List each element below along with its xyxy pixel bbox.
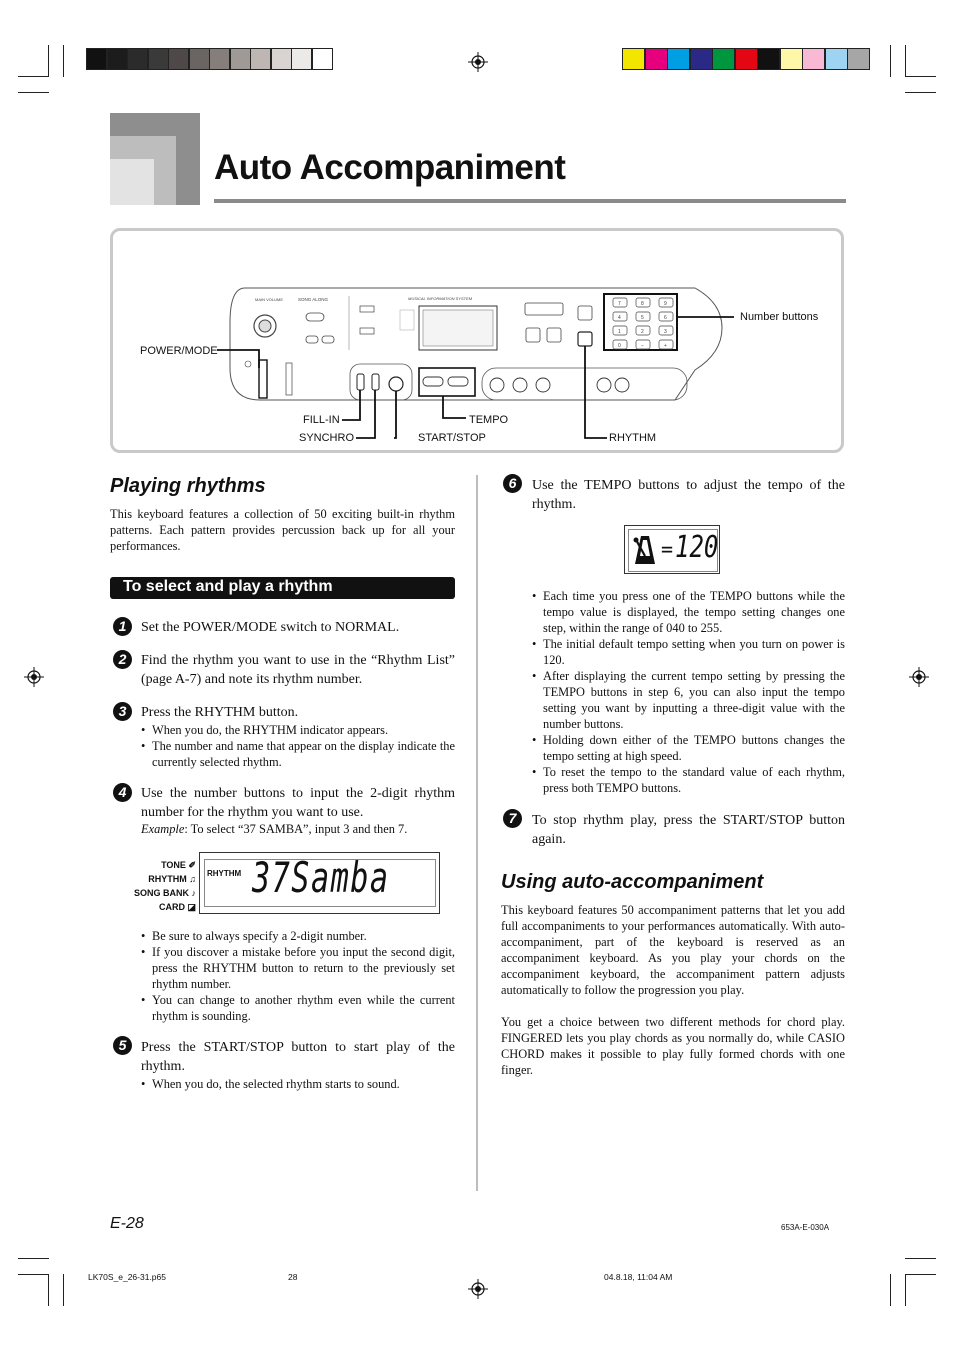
list-item: • The number and name that appear on the display indicate the currently selected rhythm. [141, 738, 455, 770]
auto-paragraph-2: You get a choice between two different methods for chord play. FINGERED lets you play chords as you normally do, while CASIO CHORD makes it possible to play fully formed chords with one finger. [501, 1015, 845, 1077]
gray-swatch [148, 48, 169, 70]
svg-text:7: 7 [618, 301, 621, 307]
color-swatch [847, 48, 870, 70]
svg-text:+: + [664, 343, 667, 349]
registration-mark-right [909, 667, 929, 687]
svg-text:3: 3 [664, 329, 667, 335]
step-2-badge: 2 [113, 650, 132, 669]
playing-intro: This keyboard features a collection of 50 exciting built-in rhythm patterns. Each pattern provides percussion back up for all your performances. [110, 507, 455, 553]
tempo-value: 120 [675, 530, 719, 565]
callout-rhythm: RHYTHM [609, 432, 657, 444]
list-item: • To reset the tempo to the standard value of each rhythm, press both TEMPO buttons. [532, 764, 845, 796]
step-1-text: Set the POWER/MODE switch to NORMAL. [141, 620, 400, 635]
doc-code: 653A-E-030A [781, 1223, 830, 1232]
indicator-song-bank: SONG BANK [133, 888, 189, 898]
tone-icon: ✐ [188, 860, 196, 870]
color-swatch [735, 48, 758, 70]
footer-page: 28 [288, 1272, 298, 1282]
auto-paragraph-1: This keyboard features 50 accompaniment patterns that let you add full accompaniments to your performances automatically. With auto-accompaniment, part of the keyboard is reserved as an accompaniment keyboard. As you play your chords on the accompaniment keyboard, the accompaniment pattern adjusts automatically to follow the progression you play. [501, 903, 845, 997]
svg-text:MUSICAL INFORMATION SYSTEM: MUSICAL INFORMATION SYSTEM [408, 296, 473, 301]
color-swatch [690, 48, 713, 70]
gray-swatch [271, 48, 292, 70]
list-item: • Holding down either of the TEMPO buttons changes the tempo setting at high speed. [532, 732, 845, 764]
tempo-notes [532, 588, 845, 796]
step-1-badge: 1 [113, 617, 132, 636]
example-text: : To select “37 SAMBA”, input 3 and then 7. [184, 822, 408, 836]
list-item: • When you do, the RHYTHM indicator appears. [141, 722, 455, 738]
indicator-tone: TONE [161, 860, 186, 870]
list-item: • Each time you press one of the TEMPO buttons while the tempo value is displayed, the tempo setting changes one step, within the range of 040 to 255. [532, 588, 845, 636]
step-6-text: Use the TEMPO buttons to adjust the tempo of the rhythm. [532, 478, 845, 512]
heading-playing-rhythms: Playing rhythms [110, 475, 266, 497]
color-swatch [780, 48, 803, 70]
card-icon: ◪ [187, 902, 196, 912]
color-swatch [645, 48, 668, 70]
list-item: • After displaying the current tempo setting by pressing the TEMPO buttons in step 6, you can also input the tempo setting you want by inputting a three-digit value with the number buttons. [532, 668, 845, 732]
gray-swatch [86, 48, 107, 70]
tempo-lcd [624, 525, 720, 574]
step-5-text: Press the START/STOP button to start play of the rhythm. [141, 1040, 455, 1074]
svg-text:4: 4 [618, 315, 621, 321]
indicator-card: CARD [158, 902, 185, 912]
list-item: • The initial default tempo setting when you turn on power is 120. [532, 636, 845, 668]
gray-swatch [107, 48, 128, 70]
gray-swatch [291, 48, 312, 70]
list-item: • You can change to another rhythm even while the current rhythm is sounding. [141, 992, 455, 1024]
rhythm-display-indicators [112, 858, 196, 914]
gray-swatch [189, 48, 210, 70]
svg-text:5: 5 [641, 315, 644, 321]
color-swatch [622, 48, 645, 70]
step-7-text: To stop rhythm play, press the START/STOP button again. [532, 813, 845, 847]
registration-mark-left [24, 667, 44, 687]
color-swatch [757, 48, 780, 70]
callout-tempo: TEMPO [469, 414, 509, 426]
title-rule [214, 199, 846, 203]
svg-text:8: 8 [641, 301, 644, 307]
callout-number-buttons: Number buttons [740, 311, 819, 323]
indicator-rhythm: RHYTHM [148, 874, 187, 884]
metronome-icon [631, 532, 659, 566]
step-3-text: Press the RHYTHM button. [141, 705, 299, 720]
color-swatch [667, 48, 690, 70]
gray-swatch [312, 48, 333, 70]
heading-auto-accompaniment: Using auto-accompaniment [501, 871, 764, 893]
step-6-badge: 6 [503, 474, 522, 493]
page-number: E-28 [110, 1215, 144, 1232]
callout-synchro: SYNCHRO [299, 432, 355, 444]
subheading-select-rhythm: To select and play a rhythm [123, 578, 333, 595]
step-5-badge: 5 [113, 1036, 132, 1055]
registration-mark-bottom [468, 1279, 488, 1299]
callout-power-mode: POWER/MODE [140, 345, 218, 357]
svg-text:9: 9 [664, 301, 667, 307]
step-7-badge: 7 [503, 809, 522, 828]
subheading-bar [110, 577, 455, 599]
list-item: • If you discover a mistake before you input the second digit, press the RHYTHM button to return to the previously set rhythm number. [141, 944, 455, 992]
color-swatch [825, 48, 848, 70]
song-bank-icon: ♪ [191, 888, 196, 898]
rhythm-lcd [199, 852, 440, 914]
svg-text:SONG ALONG: SONG ALONG [298, 297, 329, 302]
list-item: • Be sure to always specify a 2-digit number. [141, 928, 455, 944]
display-notes [141, 928, 455, 1024]
step-4-example [141, 822, 407, 837]
step-3-bullets [141, 722, 455, 770]
page-title: Auto Accompaniment [214, 148, 566, 187]
step-3-badge: 3 [113, 702, 132, 721]
drum-icon: ♫ [189, 874, 196, 884]
tempo-equals: = [661, 537, 674, 561]
registration-mark-top [468, 52, 488, 72]
gray-swatch [230, 48, 251, 70]
gray-swatch [168, 48, 189, 70]
svg-text:2: 2 [641, 329, 644, 335]
gray-swatch [250, 48, 271, 70]
color-swatch [802, 48, 825, 70]
color-swatch [712, 48, 735, 70]
lcd-mode-label: RHYTHM [207, 869, 242, 878]
example-label: Example [141, 822, 185, 836]
svg-text:−: − [641, 343, 644, 349]
svg-text:MAIN VOLUME: MAIN VOLUME [255, 297, 284, 302]
svg-text:0: 0 [618, 343, 621, 349]
gray-swatch [209, 48, 230, 70]
gray-swatch [127, 48, 148, 70]
svg-text:6: 6 [664, 315, 667, 321]
step-5-bullets [141, 1076, 455, 1092]
lcd-rhythm-value: 37Samba [252, 853, 390, 902]
svg-text:1: 1 [618, 329, 621, 335]
column-divider [476, 475, 478, 1191]
step-2-text: Find the rhythm you want to use in the “Rhythm List” (page A-7) and note its rhythm number. [141, 653, 455, 687]
step-4-badge: 4 [113, 783, 132, 802]
footer-filename: LK70S_e_26-31.p65 [88, 1272, 166, 1282]
step-4-text: Use the number buttons to input the 2-digit rhythm number for the rhythm you want to use. [141, 786, 455, 820]
callout-start-stop: START/STOP [418, 432, 486, 444]
footer-date: 04.8.18, 11:04 AM [604, 1272, 673, 1282]
list-item: • When you do, the selected rhythm starts to sound. [141, 1076, 455, 1092]
callout-fill-in: FILL-IN [303, 414, 340, 426]
